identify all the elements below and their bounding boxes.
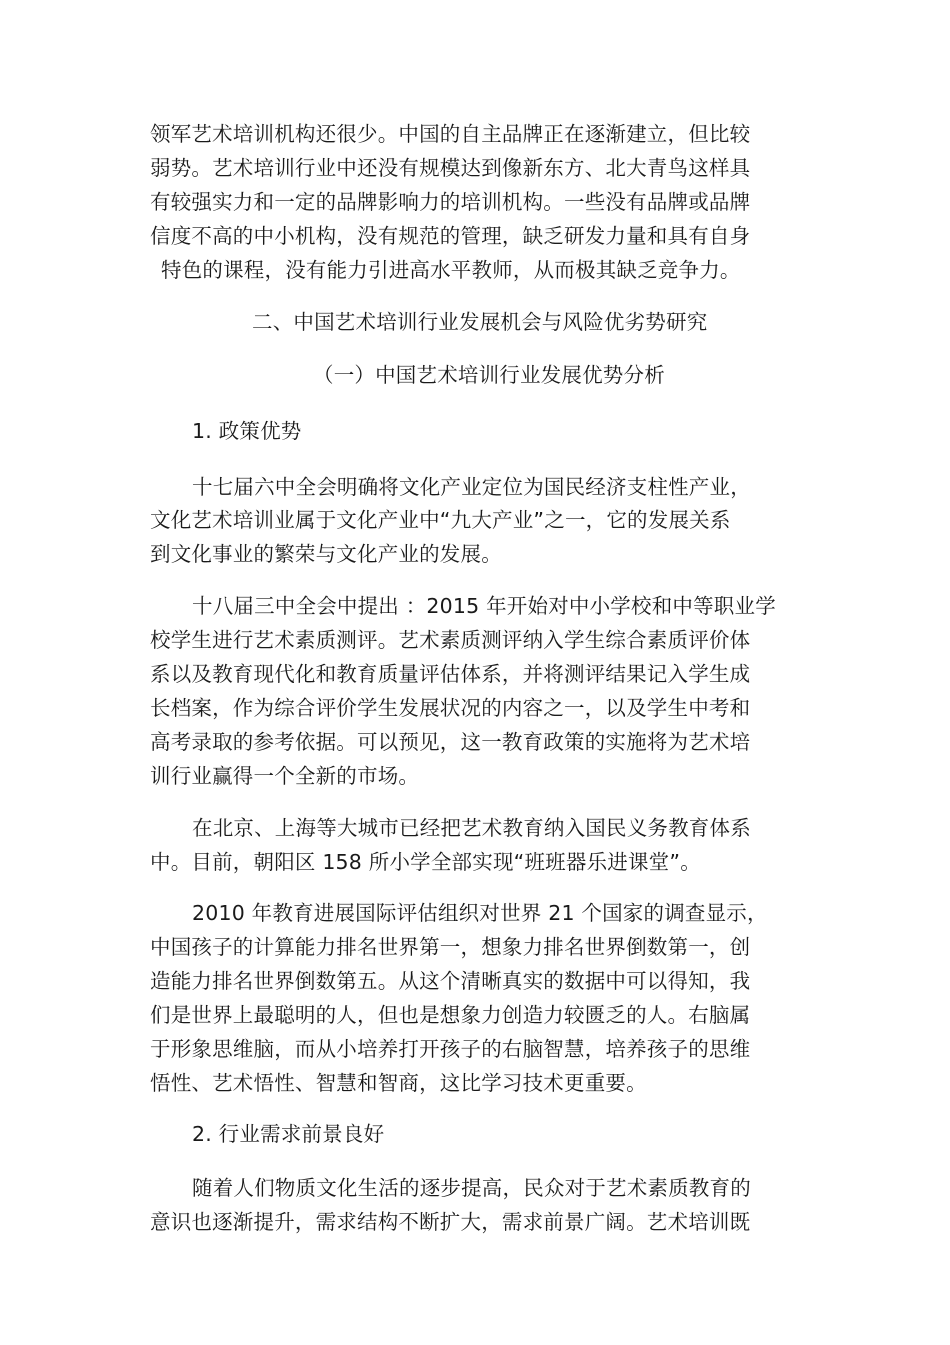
- text-line: 悟性、艺术悟性、智慧和智商，这比学习技术更重要。: [150, 1071, 647, 1095]
- text-line: 十七届六中全会明确将文化产业定位为国民经济支柱性产业，: [192, 475, 751, 499]
- text-line: 系以及教育现代化和教育质量评估体系，并将测评结果记入学生成: [150, 662, 751, 686]
- text-line: 校学生进行艺术素质测评。艺术素质测评纳入学生综合素质评价体: [150, 628, 751, 652]
- text-line: 意识也逐渐提升，需求结构不断扩大，需求前景广阔。艺术培训既: [150, 1210, 751, 1234]
- subsection-heading: （一）中国艺术培训行业发展优势分析: [313, 363, 665, 387]
- item-heading-demand: 2. 行业需求前景良好: [192, 1122, 385, 1146]
- section-heading: 二、中国艺术培训行业发展机会与风险优劣势研究: [252, 310, 708, 334]
- text-line: 长档案，作为综合评价学生发展状况的内容之一，以及学生中考和: [150, 696, 751, 720]
- text-line: 随着人们物质文化生活的逐步提高，民众对于艺术素质教育的: [192, 1176, 751, 1200]
- text-line: 有较强实力和一定的品牌影响力的培训机构。一些没有品牌或品牌: [150, 190, 751, 214]
- text-line: 特色的课程，没有能力引进高水平教师，从而极其缺乏竞争力。: [161, 258, 741, 282]
- text-line: 造能力排名世界倒数第五。从这个清晰真实的数据中可以得知，我: [150, 969, 751, 993]
- text-line: 中国孩子的计算能力排名世界第一，想象力排名世界倒数第一，创: [150, 935, 751, 959]
- text-line: 弱势。艺术培训行业中还没有规模达到像新东方、北大青鸟这样具: [150, 156, 751, 180]
- text-line: 十八届三中全会中提出 ：2015 年开始对中小学校和中等职业学: [192, 594, 776, 618]
- text-line: 领军艺术培训机构还很少。中国的自主品牌正在逐渐建立，但比较: [150, 122, 751, 146]
- text-line: 2010 年教育进展国际评估组织对世界 21 个国家的调查显示，: [192, 901, 768, 925]
- text-line: 文化艺术培训业属于文化产业中“九大产业”之一，它的发展关系: [150, 508, 731, 532]
- item-heading-policy: 1. 政策优势: [192, 419, 302, 443]
- text-line: 高考录取的参考依据。可以预见，这一教育政策的实施将为艺术培: [150, 730, 751, 754]
- text-line: 中。目前，朝阳区 158 所小学全部实现“班班器乐进课堂”。: [150, 850, 701, 874]
- text-line: 到文化事业的繁荣与文化产业的发展。: [150, 542, 502, 566]
- text-line: 们是世界上最聪明的人，但也是想象力创造力较匮乏的人。右脑属: [150, 1003, 751, 1027]
- text-line: 在北京、上海等大城市已经把艺术教育纳入国民义务教育体系: [192, 816, 751, 840]
- text-line: 信度不高的中小机构，没有规范的管理，缺乏研发力量和具有自身: [150, 224, 751, 248]
- text-line: 于形象思维脑，而从小培养打开孩子的右脑智慧，培养孩子的思维: [150, 1037, 751, 1061]
- text-line: 训行业赢得一个全新的市场。: [150, 764, 420, 788]
